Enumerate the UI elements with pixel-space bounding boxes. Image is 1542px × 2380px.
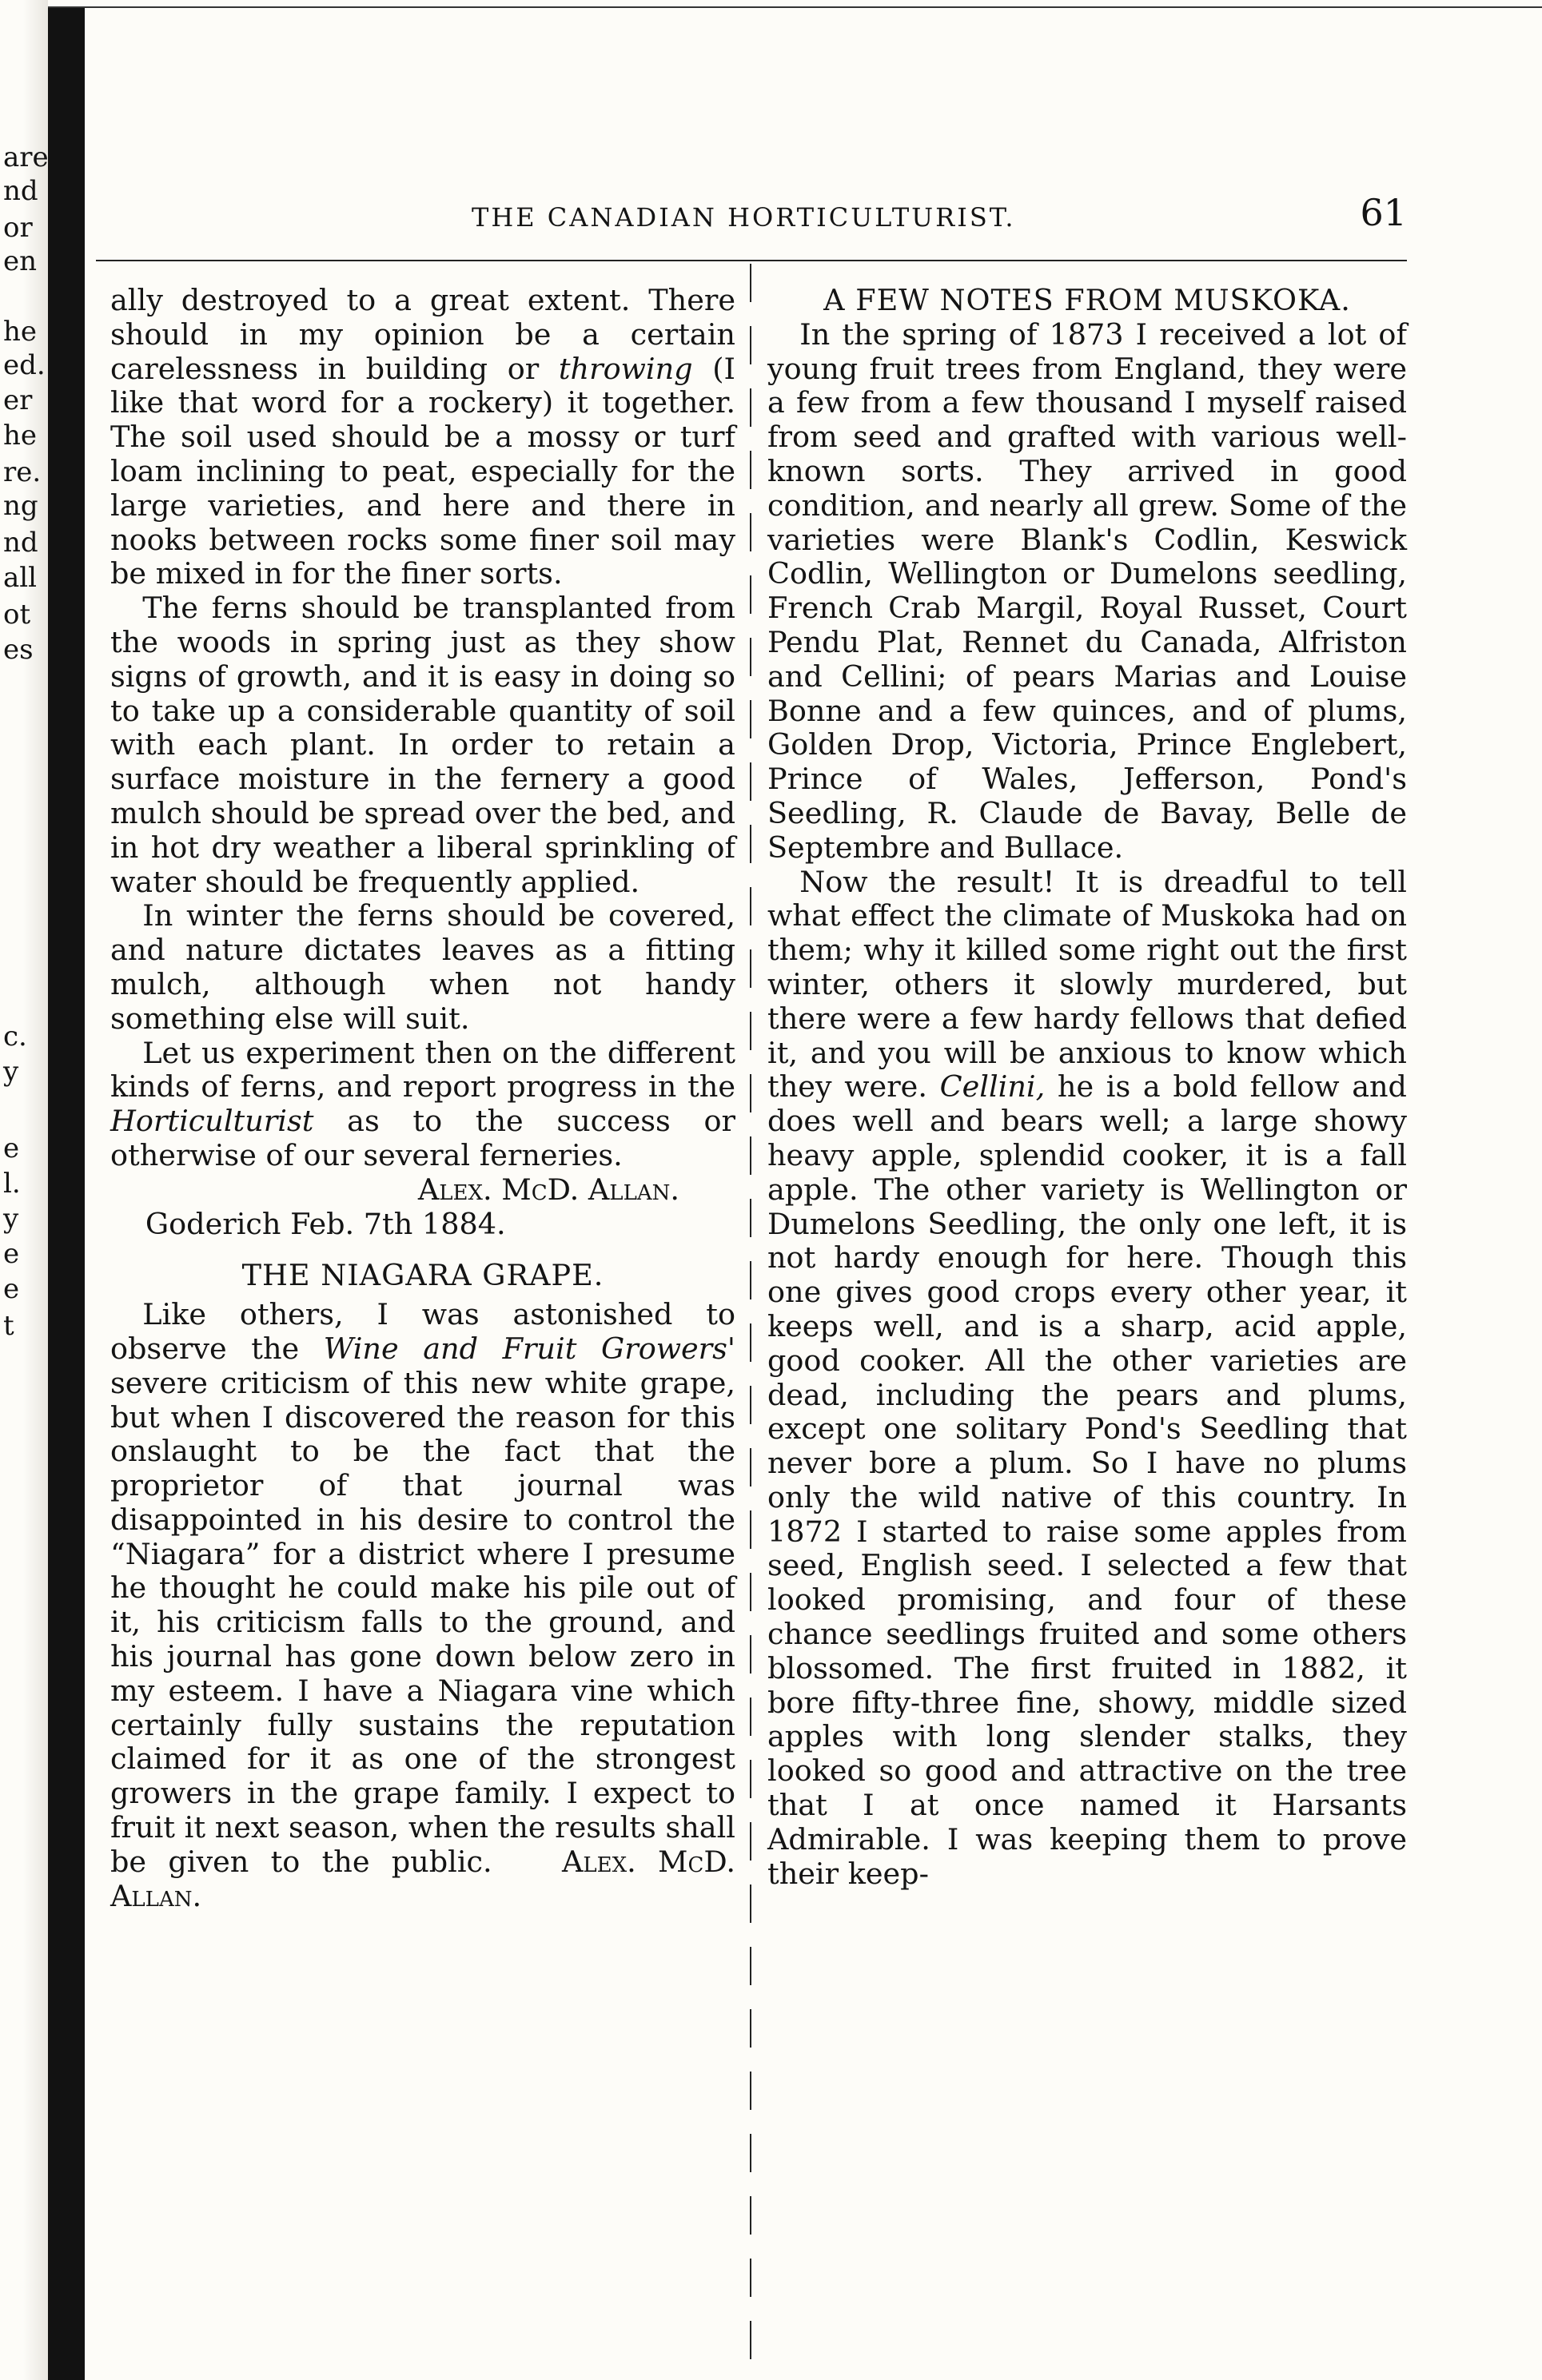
- page-header: [96, 191, 1407, 237]
- text-run: ally destroyed to a great extent. There should in my opinion be a certain carelessness in building or: [110, 283, 735, 386]
- margin-fragment: er: [3, 384, 33, 416]
- text-run: Like others, I was astonished to observe the: [110, 1297, 735, 1366]
- margin-fragment: he: [3, 420, 38, 452]
- header-rule: [96, 260, 1407, 261]
- margin-fragment: re.: [3, 456, 42, 488]
- paragraph: [110, 1037, 735, 1173]
- margin-fragment: nd: [3, 527, 38, 559]
- margin-fragment: or: [3, 212, 33, 244]
- article-heading: A FEW NOTES FROM MUSKOKA.: [823, 283, 1351, 317]
- margin-fragment: c.: [3, 1021, 27, 1053]
- margin-fragment: are: [3, 141, 49, 173]
- page-number: 61: [1360, 191, 1407, 234]
- margin-fragment: l.: [3, 1168, 21, 1200]
- paragraph: In winter the ferns should be covered, and nature dictates leaves as a fitting mulch, although when not handy something else will suit.: [110, 898, 735, 1036]
- running-title: THE CANADIAN HORTICULTURIST.: [472, 202, 1016, 233]
- margin-fragment: y: [3, 1056, 19, 1088]
- margin-fragment: es: [3, 634, 34, 666]
- left-column: [110, 284, 735, 1913]
- margin-fragment: he: [3, 316, 38, 348]
- margin-fragment: ot: [3, 599, 31, 631]
- author-signature: Alex. McD. Allan.: [110, 1844, 736, 1913]
- margin-fragment: e: [3, 1238, 20, 1270]
- margin-fragment: all: [3, 562, 38, 594]
- right-column: [767, 284, 1407, 1891]
- margin-fragment: ed.: [3, 349, 46, 381]
- text-run: he is a bold fellow and does well and bears well; a large showy heavy apple, splendid cooker, it is a fall apple. The other variety is Wellington or Dumelons Seedling, the only one left, it is not hardy enough for here. Though this one gives good crops every other year, it keeps well, and is a sharp, acid apple, good cooker. All the other varieties are dead, including the pears and plums, except one solitary Pond's Seedling that never bore a plum. So I have no plums only the wild native of this country. In 1872 I started to raise some apples from seed, English seed. I selected a few that looked promising, and four of these chance seedlings fruited and some others blossomed. The first fruited in 1882, it bore fifty-three fine, showy, middle sized apples with long slender stalks, they looked so good and attractive on the tree that I at once named it Harsants Admirable. I was keeping them to prove their keep-: [767, 1069, 1407, 1891]
- margin-fragment: y: [3, 1203, 19, 1235]
- margin-fragment: t: [3, 1310, 14, 1342]
- dateline: Goderich Feb. 7th 1884.: [145, 1206, 506, 1241]
- paragraph: The ferns should be transplanted from the woods in spring just as they show signs of growth, and it is easy in doing so to take up a considerable quantity of soil with each plant. In order to retain a surface moisture in the fernery a good mulch should be spread over the bed, and in hot dry weather a liberal sprinkling of water should be frequently applied.: [110, 591, 735, 899]
- margin-fragment: ng: [3, 490, 38, 522]
- margin-fragment: e: [3, 1273, 20, 1305]
- text-run: Now the result! It is dreadful to tell what effect the climate of Muskoka had on them; why it killed some right out the first winter, others it slowly murdered, but there were a few hardy fellows that defied it, and you will be anxious to know which they were.: [767, 864, 1407, 1104]
- paragraph: [110, 1298, 735, 1913]
- margin-fragment: nd: [3, 175, 38, 207]
- italic-text: Cellini,: [939, 1069, 1046, 1104]
- italic-text: Horticulturist: [110, 1104, 314, 1139]
- text-run: (I like that word for a rockery) it together. The soil used should be a mossy or turf loam inclining to peat, especially for the large varieties, and here and there in nooks between rocks some finer soil may be mixed in for the finer sorts.: [110, 351, 735, 591]
- italic-text: throwing: [558, 351, 693, 386]
- text-run: severe criticism of this new white grape, but when I discovered the reason for this onslaught to be the fact that the proprietor of that journal was disappointed in his desire to control the “Niagara” for a district where I presume he thought he could make his pile out of it, his criticism falls to the ground, and his journal has gone down below zero in my esteem. I have a Niagara vine which certainly fully sustains the reputation claimed for it as one of the strongest growers in the grape family. I expect to fruit it next season, when the results shall be given to the public.: [110, 1365, 735, 1879]
- margin-fragment: en: [3, 245, 38, 277]
- margin-fragment: e: [3, 1132, 20, 1164]
- paragraph: [767, 866, 1407, 1892]
- italic-text: Wine and Fruit Growers': [323, 1331, 735, 1366]
- paragraph: In the spring of 1873 I received a lot of young fruit trees from England, they were a few from a few thousand I myself raised from seed and grafted with various well-known sorts. They arrived in good condition, and nearly all grew. Some of the varieties were Blank's Codlin, Keswick Codlin, Wellington or Dumelons seedling, French Crab Margil, Royal Russet, Court Pendu Plat, Rennet du Canada, Alfriston and Cellini; of pears Marias and Louise Bonne and a few quinces, and of plums, Golden Drop, Victoria, Prince Englebert, Prince of Wales, Jefferson, Pond's Seedling, R. Claude de Bavay, Belle de Septembre and Bullace.: [767, 316, 1407, 865]
- column-divider: [750, 264, 751, 2366]
- text-run: Let us experiment then on the different kinds of ferns, and report progress in the: [110, 1035, 735, 1104]
- text-run: as to the success or otherwise of our several ferneries.: [110, 1104, 735, 1172]
- paragraph: [110, 284, 735, 591]
- top-edge-rule: [0, 6, 1542, 8]
- author-signature: Alex. McD. Allan.: [417, 1172, 679, 1207]
- book-spine: [48, 8, 85, 2380]
- article-heading: THE NIAGARA GRAPE.: [241, 1258, 604, 1293]
